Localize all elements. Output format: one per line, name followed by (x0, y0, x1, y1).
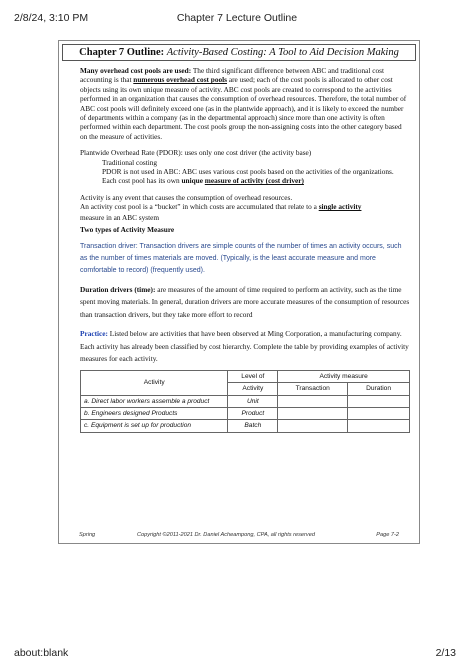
footer-copyright: Copyright ©2011-2021 Dr. Daniel Acheampong, CPA, all rights reserved (137, 532, 315, 538)
chapter-title-sub: Activity-Based Costing: A Tool to Aid Decision Making (166, 47, 399, 58)
abc-measure-line: measure in an ABC system (80, 212, 160, 222)
pdor-line: Plantwide Overhead Rate (PDOR): uses only one cost driver (the activity base) (80, 148, 312, 158)
cost-pool-measure-text: Each cost pool has its own (102, 176, 182, 186)
document-page (58, 40, 420, 544)
level-cell: Batch (228, 420, 278, 432)
duration-text: are measures of the amount of time required to perform an activity, such as the time spent moving materials. In general, duration drivers are more accurate measures of the consumption of resources than transaction drivers, but they take more effort to record (80, 284, 410, 319)
activity-cell: a. Direct labor workers assemble a product (81, 395, 228, 407)
print-doc-title: Chapter 7 Lecture Outline (176, 12, 298, 24)
cost-pools-text-1: The third significant difference between ABC and traditional cost accounting is that (80, 66, 384, 85)
cost-pools-text-2: are used; each of the cost pools is allocated to other cost objects using its own unique measure of activity. ABC cost pools are created to correspond to the activities performed in an organization that causes the consumption of overhead resources. Therefore, the total number of ABC cost pools will definitely exceed one (as in the plantwide approach), and it is likely to exceed the number of departments within a company (as in the departmental approach) since more than one activity is often performed within each department. The cost pools group the non-assigning costs into the other category based on the measure of activities. (80, 75, 407, 141)
activity-header: Activity (81, 370, 228, 395)
table-row (81, 407, 410, 419)
duration-cell[interactable] (348, 420, 410, 432)
footer-term: Spring (79, 532, 96, 538)
transaction-cell[interactable] (278, 407, 348, 419)
practice-text: Listed below are activities that have been observed at Ming Corporation, a manufacturing company. Each activity has already been classified by cost hierarchy. Complete the table by providing examples of activity measures for each activity. (80, 329, 409, 364)
level-header-1: Level of (228, 370, 278, 382)
cost-pool-unique: unique (181, 176, 205, 186)
cost-pools-paragraph (80, 66, 410, 141)
level-cell: Unit (228, 395, 278, 407)
activity-cell: b. Engineers designed Products (81, 407, 228, 419)
activity-measure-header: Activity measure (278, 370, 410, 382)
table-row (81, 395, 410, 407)
pdor-abc-line: PDOR is not used in ABC: ABC uses various cost pools based on the activities of the organizations. (102, 167, 394, 177)
print-url: about:blank (14, 647, 69, 659)
chapter-title-main: Chapter 7 Outline: (79, 47, 165, 58)
duration-driver-paragraph (80, 284, 410, 322)
duration-cell[interactable] (348, 407, 410, 419)
cost-pools-lead: Many overhead cost pools are used: (80, 66, 192, 75)
cost-pool-measure-line (80, 176, 410, 185)
practice-paragraph (80, 328, 410, 366)
transaction-cell[interactable] (278, 420, 348, 432)
single-activity-emphasis: single activity (318, 202, 362, 212)
level-cell: Product (228, 407, 278, 419)
activity-table (80, 370, 410, 433)
print-datetime: 2/8/24, 3:10 PM (14, 12, 89, 24)
print-page-count: 2/13 (435, 647, 456, 659)
duration-header: Duration (348, 383, 410, 395)
transaction-header: Transaction (278, 383, 348, 395)
duration-cell[interactable] (348, 395, 410, 407)
activity-definition: Activity is any event that causes the consumption of overhead resources. (80, 192, 293, 202)
outline-content (80, 66, 410, 433)
transaction-cell[interactable] (278, 395, 348, 407)
traditional-costing-line: Traditional costing (102, 157, 158, 167)
chapter-title (62, 44, 416, 61)
transaction-driver-paragraph: Transaction driver: Transaction drivers are simple counts of the number of times an activity occurs, such as the number of times materials are moved. (Typically, is the least accurate measure and more comfortable to record) (frequently used). (80, 242, 402, 274)
cost-pools-emphasis: numerous overhead cost pools (133, 75, 228, 85)
activity-measure-heading: Two types of Activity Measure (80, 225, 175, 235)
table-row (81, 420, 410, 432)
footer-page-number: Page 7-2 (376, 532, 399, 538)
activity-cost-pool-definition (80, 202, 410, 211)
cost-pool-driver: measure of activity (cost driver) (204, 176, 304, 186)
level-header-2: Activity (228, 383, 278, 395)
duration-lead: Duration drivers (time): (80, 284, 156, 294)
practice-label: Practice: (80, 329, 108, 339)
activity-cell: c. Equipment is set up for production (81, 420, 228, 432)
activity-cost-pool-text: An activity cost pool is a “bucket” in which costs are accumulated that relate to a (80, 202, 319, 212)
